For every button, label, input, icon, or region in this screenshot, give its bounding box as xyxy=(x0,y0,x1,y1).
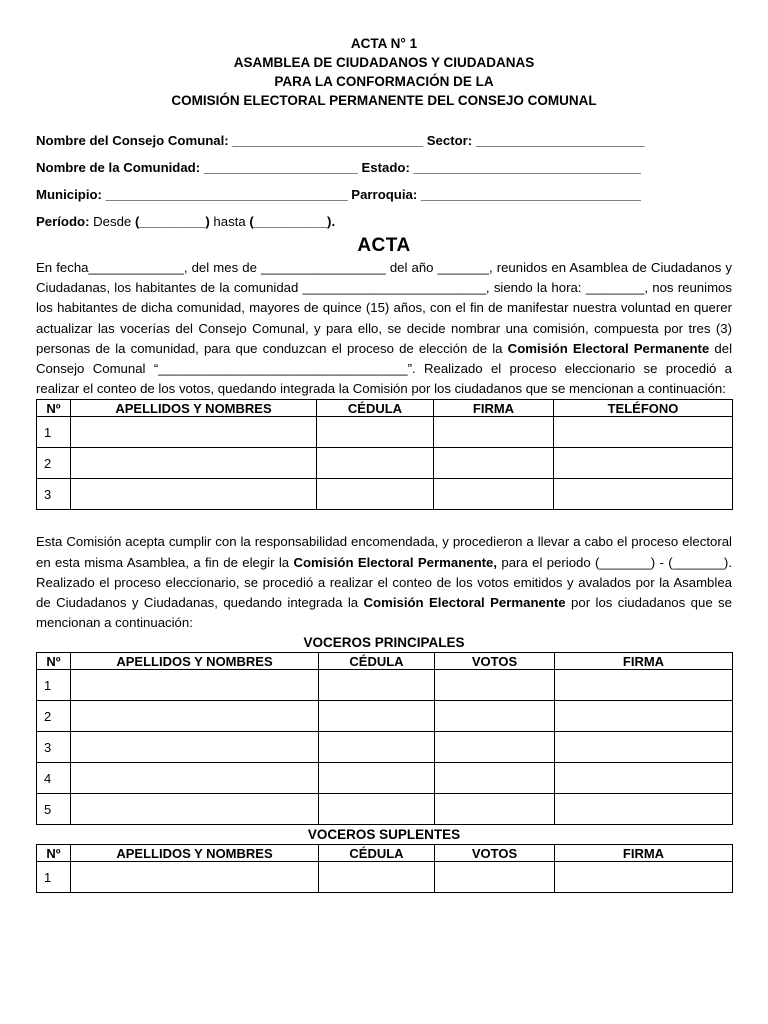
table-cell[interactable] xyxy=(319,862,435,893)
column-header: Nº xyxy=(37,653,71,670)
table-cell[interactable] xyxy=(71,479,317,510)
table-row xyxy=(37,794,733,825)
suplentes-table xyxy=(36,844,733,893)
table-cell[interactable] xyxy=(555,701,733,732)
column-header: APELLIDOS Y NOMBRES xyxy=(71,653,319,670)
row-number: 3 xyxy=(37,732,71,763)
table-cell[interactable] xyxy=(317,448,434,479)
table-cell[interactable] xyxy=(317,417,434,448)
column-header: FIRMA xyxy=(555,845,733,862)
table-cell[interactable] xyxy=(554,417,733,448)
table-cell[interactable] xyxy=(435,732,555,763)
acta-number: ACTA N° 1 xyxy=(350,36,418,51)
comunidad-label: Nombre de la Comunidad: xyxy=(36,160,201,175)
periodo-hasta: hasta xyxy=(209,214,250,229)
table-cell[interactable] xyxy=(71,701,319,732)
periodo-line xyxy=(36,208,732,235)
table-cell[interactable] xyxy=(555,794,733,825)
row-number: 5 xyxy=(37,794,71,825)
municipio-label: Municipio: xyxy=(36,187,102,202)
column-header: Nº xyxy=(37,845,71,862)
row-number: 1 xyxy=(37,862,71,893)
column-header: CÉDULA xyxy=(317,400,434,417)
table-cell[interactable] xyxy=(435,701,555,732)
principales-title: VOCEROS PRINCIPALES xyxy=(303,635,465,651)
table-cell[interactable] xyxy=(71,448,317,479)
column-header: APELLIDOS Y NOMBRES xyxy=(71,845,319,862)
row-number: 2 xyxy=(37,701,71,732)
estado-label: Estado: xyxy=(361,160,410,175)
table-cell[interactable] xyxy=(435,763,555,794)
table-row xyxy=(37,862,733,893)
table-row xyxy=(37,448,733,479)
table-cell[interactable] xyxy=(435,862,555,893)
document-header xyxy=(36,34,732,110)
table-cell[interactable] xyxy=(71,794,319,825)
table-cell[interactable] xyxy=(555,670,733,701)
table-row xyxy=(37,763,733,794)
table-header-row xyxy=(37,845,733,862)
consejo-label: Nombre del Consejo Comunal: xyxy=(36,133,229,148)
periodo-blank-desde[interactable]: (_________) xyxy=(134,214,210,229)
table-cell[interactable] xyxy=(555,763,733,794)
table-cell[interactable] xyxy=(71,862,319,893)
municipio-blank[interactable]: _________________________________ xyxy=(101,187,352,202)
table-header-row xyxy=(37,400,733,417)
column-header: TELÉFONO xyxy=(554,400,733,417)
paragraph-intro xyxy=(36,258,732,399)
suplentes-title: VOCEROS SUPLENTES xyxy=(307,827,461,843)
column-header: FIRMA xyxy=(434,400,554,417)
table-cell[interactable] xyxy=(554,479,733,510)
paragraph-intro-bold: Comisión Electoral Permanente xyxy=(507,340,710,356)
row-number: 1 xyxy=(37,417,71,448)
table-row xyxy=(37,479,733,510)
paragraph-acceptance xyxy=(36,532,732,633)
comunidad-estado-line xyxy=(36,154,732,181)
table-cell[interactable] xyxy=(435,670,555,701)
parroquia-label: Parroquia: xyxy=(351,187,418,202)
sector-label: Sector: xyxy=(426,133,473,148)
column-header: VOTOS xyxy=(435,845,555,862)
table-cell[interactable] xyxy=(319,732,435,763)
periodo-blank-hasta[interactable]: (__________). xyxy=(249,214,336,229)
row-number: 4 xyxy=(37,763,71,794)
estado-blank[interactable]: _______________________________ xyxy=(409,160,641,175)
municipio-parroquia-line xyxy=(36,181,732,208)
column-header: Nº xyxy=(37,400,71,417)
table-cell[interactable] xyxy=(434,448,554,479)
table-cell[interactable] xyxy=(317,479,434,510)
consejo-blank[interactable]: __________________________ xyxy=(228,133,427,148)
purpose-line: PARA LA CONFORMACIÓN DE LA xyxy=(274,74,494,89)
periodo-label: Período: xyxy=(36,214,90,229)
table-cell[interactable] xyxy=(555,862,733,893)
paragraph-acceptance-bold-1: Comisión Electoral Permanente, xyxy=(293,554,498,570)
table-cell[interactable] xyxy=(71,763,319,794)
commission-title: COMISIÓN ELECTORAL PERMANENTE DEL CONSEJO COMUNAL xyxy=(171,93,597,108)
commission-table xyxy=(36,399,733,510)
acta-title: ACTA xyxy=(357,235,411,256)
column-header: VOTOS xyxy=(435,653,555,670)
document-page xyxy=(36,34,732,893)
table-cell[interactable] xyxy=(555,732,733,763)
table-cell[interactable] xyxy=(319,763,435,794)
row-number: 3 xyxy=(37,479,71,510)
table-row xyxy=(37,701,733,732)
header-fields xyxy=(36,127,732,235)
table-cell[interactable] xyxy=(71,732,319,763)
paragraph-acceptance-text-2: para el periodo (_______) - (_______). Realizado el proceso eleccionario, se procedió a realizar el conteo de los votos emitidos y avalados por la Asamblea de Ciudadanos y Ciudadanas, quedando integrada la xyxy=(36,554,732,611)
sector-blank[interactable]: _______________________ xyxy=(472,133,645,148)
periodo-desde: Desde xyxy=(89,214,135,229)
column-header: FIRMA xyxy=(555,653,733,670)
table-cell[interactable] xyxy=(434,417,554,448)
column-header: APELLIDOS Y NOMBRES xyxy=(71,400,317,417)
table-cell[interactable] xyxy=(71,417,317,448)
consejo-sector-line xyxy=(36,127,732,154)
table-cell[interactable] xyxy=(434,479,554,510)
table-cell[interactable] xyxy=(554,448,733,479)
row-number: 1 xyxy=(37,670,71,701)
paragraph-intro-text-1: En fecha_____________, del mes de _________________ del año _______, reunidos en Asamblea de Ciudadanos y Ciudadanas, los habitantes de la comunidad _________________________, siendo la hora: ________, nos reunimos los habitantes de dicha comunidad, mayores de quince (15) años, con el fin de manifestar nuestra voluntad en querer actualizar las vocerías del Consejo Comunal, y para ello, se decide nombrar una comisión, compuesta por tres (3) personas de la comunidad, para que conduzcan el proceso de elección de la xyxy=(36,260,732,356)
table-row xyxy=(37,732,733,763)
comunidad-blank[interactable]: _____________________ xyxy=(200,160,362,175)
assembly-title: ASAMBLEA DE CIUDADANOS Y CIUDADANAS xyxy=(233,55,535,70)
column-header: CÉDULA xyxy=(319,845,435,862)
table-cell[interactable] xyxy=(435,794,555,825)
table-row xyxy=(37,670,733,701)
principales-table xyxy=(36,652,733,825)
table-cell[interactable] xyxy=(319,794,435,825)
table-header-row xyxy=(37,653,733,670)
table-cell[interactable] xyxy=(71,670,319,701)
column-header: CÉDULA xyxy=(319,653,435,670)
paragraph-intro-text-2: del Consejo Comunal “__________________________________”. Realizado el proceso eleccionario se procedió a realizar el conteo de los votos, quedando integrada la Comisión por los ciudadanos que se mencionan a continuación: xyxy=(36,340,732,397)
paragraph-acceptance-text-1: Esta Comisión acepta cumplir con la responsabilidad encomendada, y procedieron a llevar a cabo el proceso electoral en esta misma Asamblea, a fin de elegir la xyxy=(36,534,732,570)
parroquia-blank[interactable]: ______________________________ xyxy=(417,187,641,202)
paragraph-acceptance-text-3: por los ciudadanos que se mencionan a continuación: xyxy=(36,595,732,631)
table-row xyxy=(37,417,733,448)
table-cell[interactable] xyxy=(319,701,435,732)
row-number: 2 xyxy=(37,448,71,479)
paragraph-acceptance-bold-2: Comisión Electoral Permanente xyxy=(363,595,566,611)
table-cell[interactable] xyxy=(319,670,435,701)
